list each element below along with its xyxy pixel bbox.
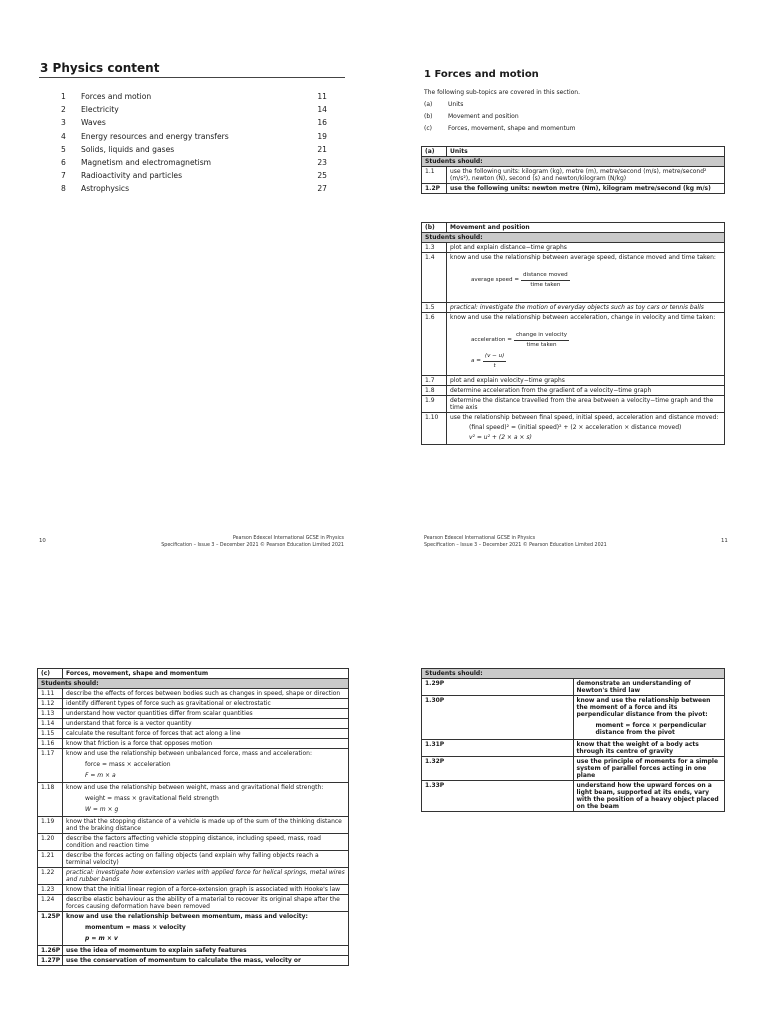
table-row: 1.16 know that friction is a force that opposes motion [38, 739, 349, 749]
table-row: 1.27P use the conservation of momentum to calculate the mass, velocity or [38, 956, 349, 966]
units-table [421, 146, 725, 194]
momentum-equation: momentum = mass × velocity [85, 924, 186, 931]
speed-equation-symbols: v² = u² + (2 × a × s) [469, 434, 532, 441]
table-row: 1.29P demonstrate an understanding of Newton's third law [422, 679, 725, 696]
subtopic-item: (a) Units [424, 101, 464, 108]
toc-entry[interactable]: 1 Forces and motion 11 [61, 90, 327, 103]
subtopic-item: (c) Forces, movement, shape and momentum [424, 125, 576, 132]
students-should-row: Students should: [38, 679, 349, 689]
table-row: 1.13 understand how vector quantities differ from scalar quantities [38, 709, 349, 719]
acceleration-formula: acceleration = $\frac{\text{change in velocity}}{\text{time taken}}$ [471, 332, 568, 348]
section-title: 1 Forces and motion [424, 69, 539, 80]
table-row: 1.20 describe the factors affecting vehicle stopping distance, including speed, mass, road condition and reaction time [38, 834, 349, 851]
page-10 [0, 0, 384, 560]
page-footer: Pearson Edexcel International GCSE in Physics Specification – Issue 3 – December 2021 © Pearson Education Limited 2021 [424, 536, 607, 548]
table-of-contents [61, 90, 327, 196]
toc-label: Forces and motion [81, 92, 152, 101]
forces-table [37, 668, 349, 966]
toc-page: 27 [317, 184, 327, 194]
page-number: 11 [721, 538, 728, 544]
table-row: 1.1 use the following units: kilogram (kg), metre (m), metre/second (m/s), metre/second² (m/s²), newton (N), second (s) and newton/kilogram (N/kg) [422, 167, 725, 184]
forces-continued-table [421, 668, 725, 812]
toc-entry[interactable]: 6 Magnetism and electromagnetism 23 [61, 156, 327, 169]
table-row: 1.33P understand how the upward forces on a light beam, supported at its ends, vary with the position of a heavy object placed on the beam [422, 781, 725, 812]
table-header-row: (a) Units [422, 147, 725, 157]
table-row: 1.26P use the idea of momentum to explain safety features [38, 946, 349, 956]
speed-equation: (final speed)² = (initial speed)² + (2 × acceleration × distance moved) [469, 424, 682, 431]
toc-entry[interactable]: 7 Radioactivity and particles 25 [61, 169, 327, 182]
table-row: 1.4 know and use the relationship between average speed, distance moved and time taken: average speed = $\frac{\text{distance moved}}{\text{time taken}}$ [422, 253, 725, 303]
table-row: 1.25P know and use the relationship between momentum, mass and velocity: momentum = mass × velocity p = m × v [38, 912, 349, 946]
toc-label: Solids, liquids and gases [81, 144, 175, 154]
table-row: 1.6 know and use the relationship between acceleration, change in velocity and time taken: acceleration = $\frac{\text{change in velocity}}{\text{time taken}}$ a = $\frac{(v - u)}{t}$ [422, 313, 725, 376]
table-row: 1.23 know that the initial linear region of a force-extension graph is associated with Hooke's law [38, 885, 349, 895]
table-row: 1.11 describe the effects of forces between bodies such as changes in speed, shape or direction [38, 689, 349, 699]
section-intro: The following sub-topics are covered in this section. (a) Units (b) Movement and position (c) Forces, movement, shape and momentum [424, 87, 724, 135]
acceleration-symbol-formula: a = $\frac{(v - u)}{t}$ [471, 353, 505, 369]
page-12 [0, 600, 384, 1024]
toc-page: 21 [317, 144, 327, 154]
table-row: 1.21 describe the forces acting on falling objects (and explain why falling objects reach a terminal velocity) [38, 851, 349, 868]
page-13 [384, 600, 768, 1024]
page-number: 10 [39, 538, 46, 544]
students-should-row: Students should: [422, 233, 725, 243]
table-row: 1.2P use the following units: newton metre (Nm), kilogram metre/second (kg m/s) [422, 184, 725, 194]
moment-equation: moment = force × perpendicular distance from the pivot [595, 722, 707, 736]
table-row: 1.19 know that the stopping distance of a vehicle is made up of the sum of the thinking distance and the braking distance [38, 817, 349, 834]
toc-label: Magnetism and electromagnetism [81, 157, 212, 167]
toc-page: 11 [317, 92, 327, 101]
table-row: 1.18 know and use the relationship between weight, mass and gravitational field strength: weight = mass × gravitational field strength W = m × g [38, 783, 349, 817]
page-11 [384, 0, 768, 560]
force-equation: force = mass × acceleration [85, 761, 171, 768]
table-row: 1.10 use the relationship between final speed, initial speed, acceleration and distance moved: (final speed)² = (initial speed)² + (2 × acceleration × distance moved) v² = u² + (2 × a × s) [422, 413, 725, 445]
weight-equation-symbols: W = m × g [85, 806, 119, 813]
table-row: 1.5 practical: investigate the motion of everyday objects such as toy cars or tennis balls [422, 303, 725, 313]
table-row: 1.7 plot and explain velocity−time graphs [422, 376, 725, 386]
toc-entry[interactable]: 2 Electricity 14 [61, 103, 327, 116]
toc-entry[interactable]: 3 Waves 16 [61, 116, 327, 129]
speed-formula: average speed = $\frac{\text{distance moved}}{\text{time taken}}$ [471, 272, 568, 288]
toc-entry[interactable]: 8 Astrophysics 27 [61, 182, 327, 195]
students-should-row: Students should: [422, 157, 725, 167]
toc-page: 19 [317, 131, 327, 141]
toc-page: 23 [317, 157, 327, 167]
toc-label: Waves [81, 118, 106, 128]
title-rule [39, 77, 345, 78]
table-row: 1.3 plot and explain distance−time graphs [422, 243, 725, 253]
toc-label: Astrophysics [81, 184, 130, 194]
toc-label: Energy resources and energy transfers [81, 131, 229, 141]
movement-table [421, 222, 725, 445]
chapter-title: 3 Physics content [40, 61, 160, 75]
momentum-equation-symbols: p = m × v [85, 935, 118, 942]
table-row: 1.15 calculate the resultant force of forces that act along a line [38, 729, 349, 739]
subtopic-item: (b) Movement and position [424, 113, 519, 120]
table-row: 1.31P know that the weight of a body acts through its centre of gravity [422, 740, 725, 757]
table-header-row: (c) Forces, movement, shape and momentum [38, 669, 349, 679]
toc-entry[interactable]: 4 Energy resources and energy transfers 19 [61, 130, 327, 143]
table-row: 1.32P use the principle of moments for a simple system of parallel forces acting in one plane [422, 757, 725, 781]
table-row: 1.22 practical: investigate how extension varies with applied force for helical springs, metal wires and rubber bands [38, 868, 349, 885]
toc-page: 14 [317, 105, 327, 115]
table-row: 1.17 know and use the relationship between unbalanced force, mass and acceleration: force = mass × acceleration F = m × a [38, 749, 349, 783]
table-row: 1.14 understand that force is a vector quantity [38, 719, 349, 729]
table-row: 1.8 determine acceleration from the gradient of a velocity−time graph [422, 386, 725, 396]
toc-page: 16 [317, 118, 327, 128]
table-row: 1.9 determine the distance travelled from the area between a velocity−time graph and the time axis [422, 396, 725, 413]
toc-label: Electricity [81, 105, 119, 115]
table-row: 1.24 describe elastic behaviour as the ability of a material to recover its original shape after the forces causing deformation have been removed [38, 895, 349, 912]
toc-entry[interactable]: 5 Solids, liquids and gases 21 [61, 143, 327, 156]
table-row: 1.12 identify different types of force such as gravitational or electrostatic [38, 699, 349, 709]
page-footer: Pearson Edexcel International GCSE in Physics Specification – Issue 3 – December 2021 © Pearson Education Limited 2021 [161, 536, 344, 548]
table-row: 1.30P know and use the relationship between the moment of a force and its perpendicular distance from the pivot: moment = force × perpendicular distance from the pivot [422, 696, 725, 740]
students-should-row: Students should: [422, 669, 725, 679]
toc-label: Radioactivity and particles [81, 171, 183, 181]
toc-page: 25 [317, 171, 327, 181]
table-header-row: (b) Movement and position [422, 223, 725, 233]
weight-equation: weight = mass × gravitational field strength [85, 795, 219, 802]
force-equation-symbols: F = m × a [85, 772, 116, 779]
